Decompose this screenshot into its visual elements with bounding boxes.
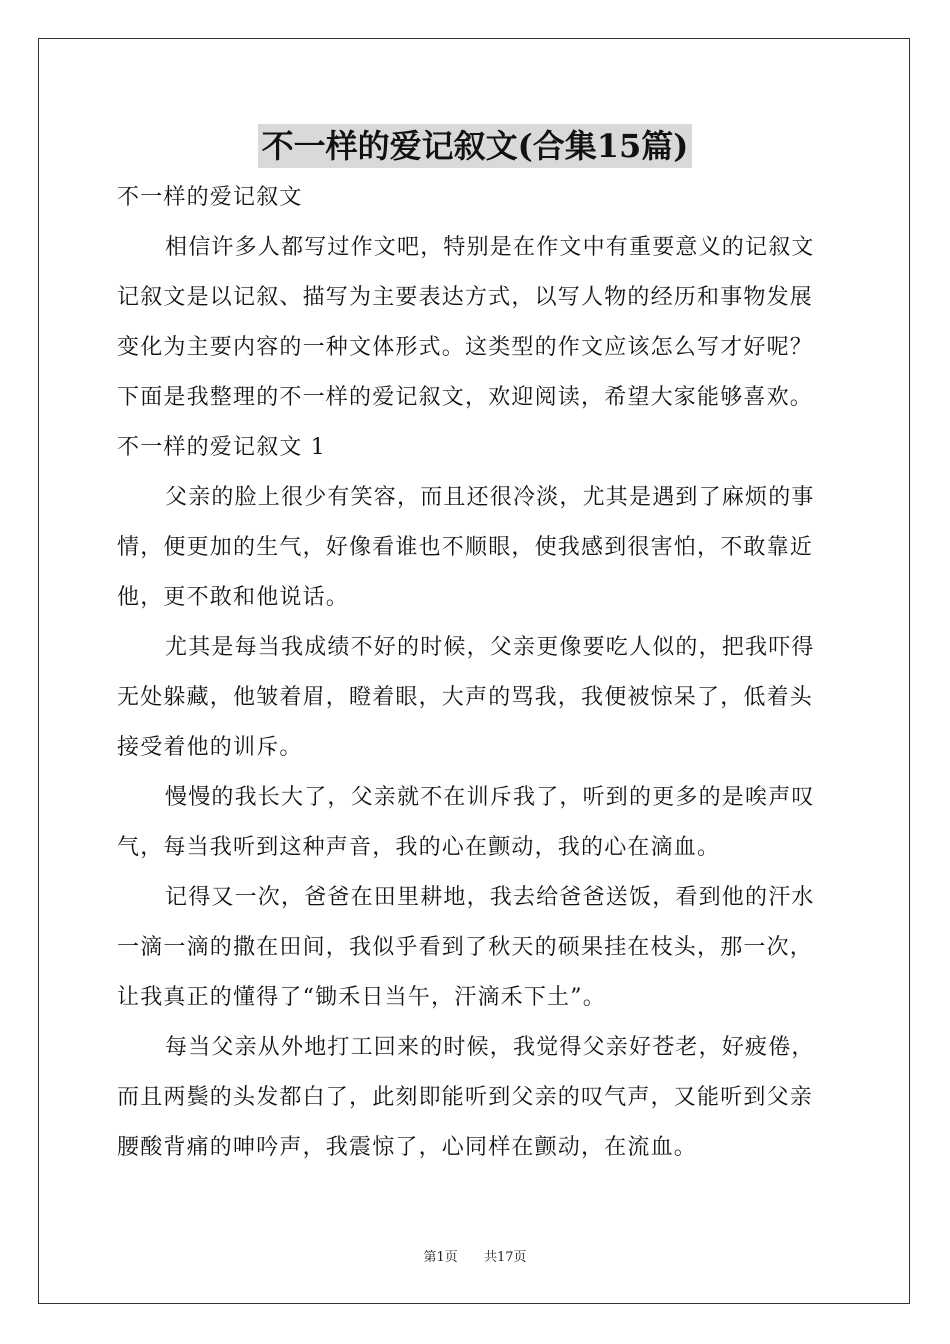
document-body	[117, 173, 835, 1173]
text-line: 下面是我整理的不一样的爱记叙文，欢迎阅读，希望大家能够喜欢。	[117, 385, 814, 410]
text-line: 相信许多人都写过作文吧，特别是在作文中有重要意义的记叙文	[165, 235, 815, 260]
text-line: 不一样的爱记叙文	[117, 185, 303, 210]
text-line: 接受着他的训斥。	[117, 735, 303, 760]
text-line: 父亲的脸上很少有笑容，而且还很冷淡，尤其是遇到了麻烦的事	[165, 485, 815, 510]
page-total: 共17页	[484, 1250, 527, 1265]
text-line: 无处躲藏，他皱着眉，瞪着眼，大声的骂我，我便被惊呆了，低着头	[117, 685, 814, 710]
text-line: 而且两鬓的头发都白了，此刻即能听到父亲的叹气声，又能听到父亲	[117, 1085, 814, 1110]
text-line: 每当父亲从外地打工回来的时候，我觉得父亲好苍老，好疲倦，	[165, 1035, 815, 1060]
page-number: 第1页	[423, 1250, 458, 1265]
text-line: 情，便更加的生气，好像看谁也不顺眼，使我感到很害怕，不敢靠近	[117, 535, 814, 560]
text-line: 记叙文是以记叙、描写为主要表达方式，以写人物的经历和事物发展	[117, 285, 814, 310]
text-line: 腰酸背痛的呻吟声，我震惊了，心同样在颤动，在流血。	[117, 1135, 698, 1160]
page-footer	[0, 1246, 950, 1265]
text-line: 慢慢的我长大了，父亲就不在训斥我了，听到的更多的是唉声叹	[165, 785, 815, 810]
text-line: 变化为主要内容的一种文体形式。这类型的作文应该怎么写才好呢？	[117, 335, 814, 360]
text-line: 让我真正的懂得了“锄禾日当午，汗滴禾下土”。	[117, 985, 606, 1010]
text-line: 气，每当我听到这种声音，我的心在颤动，我的心在滴血。	[117, 835, 721, 860]
text-line: 一滴一滴的撒在田间，我似乎看到了秋天的硕果挂在枝头，那一次，	[117, 935, 814, 960]
text-line: 尤其是每当我成绩不好的时候，父亲更像要吃人似的，把我吓得	[165, 635, 815, 660]
document-title: 不一样的爱记叙文(合集15篇)	[258, 124, 693, 168]
text-line: 记得又一次，爸爸在田里耕地，我去给爸爸送饭，看到他的汗水	[165, 885, 815, 910]
text-line: 不一样的爱记叙文 1	[117, 435, 326, 460]
title-container	[0, 124, 950, 168]
text-line: 他，更不敢和他说话。	[117, 585, 350, 610]
